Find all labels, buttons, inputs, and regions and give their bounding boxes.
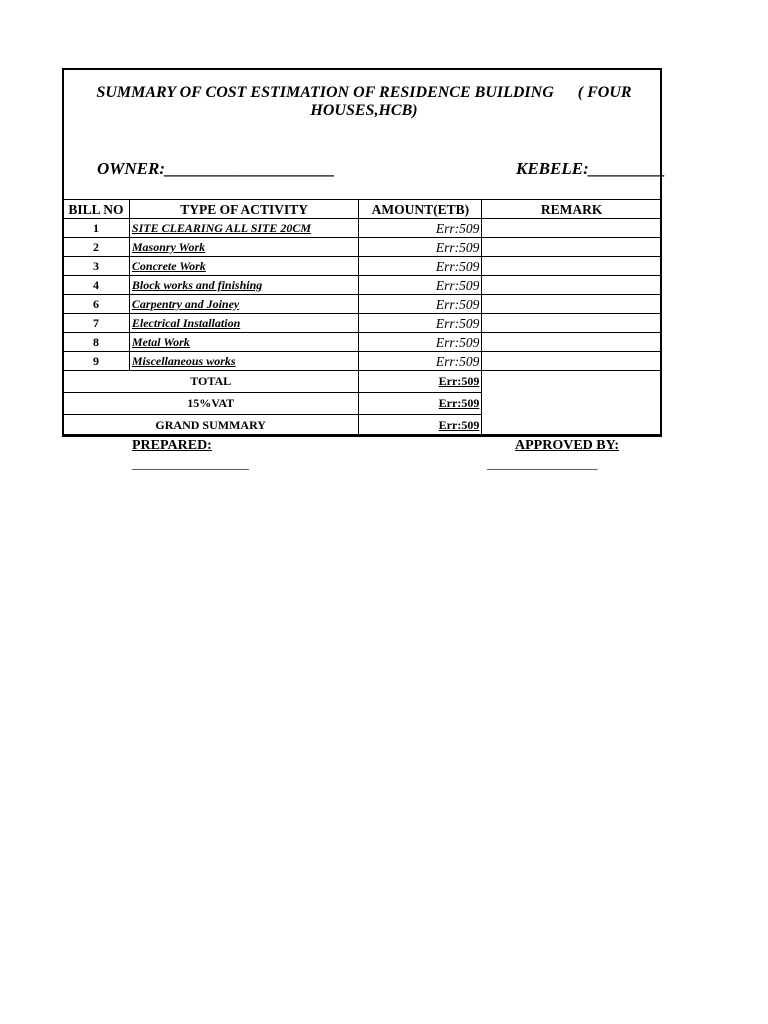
table-row xyxy=(63,238,662,257)
header-remark: REMARK xyxy=(482,200,662,219)
amount-cell: Err:509 xyxy=(359,257,482,276)
summary-remark-cell xyxy=(482,415,662,437)
amount-cell: Err:509 xyxy=(359,352,482,371)
table-row xyxy=(63,352,662,371)
activity-cell: SITE CLEARING ALL SITE 20CM xyxy=(129,219,359,238)
activity-cell: Electrical Installation xyxy=(129,314,359,333)
amount-cell: Err:509 xyxy=(359,295,482,314)
bill-no-cell: 3 xyxy=(63,257,130,276)
table-row xyxy=(63,257,662,276)
activity-cell: Miscellaneous works xyxy=(129,352,359,371)
kebele-label: KEBELE:_________ xyxy=(516,159,666,178)
table-row xyxy=(63,219,662,238)
remark-cell xyxy=(482,295,662,314)
amount-cell: Err:509 xyxy=(359,219,482,238)
summary-row xyxy=(63,415,662,437)
bill-no-cell: 7 xyxy=(63,314,130,333)
table-header-row xyxy=(63,200,662,219)
table-row xyxy=(63,333,662,352)
remark-cell xyxy=(482,314,662,333)
summary-label: GRAND SUMMARY xyxy=(63,415,359,437)
header-bill-no: BILL NO xyxy=(63,200,130,219)
summary-amount: Err:509 xyxy=(359,393,482,415)
summary-remark-cell xyxy=(482,393,662,415)
remark-cell xyxy=(482,352,662,371)
bill-no-cell: 8 xyxy=(63,333,130,352)
title-line-1: SUMMARY OF COST ESTIMATION OF RESIDENCE BUILDING ( FOUR xyxy=(96,84,632,101)
cost-summary-sheet xyxy=(62,68,666,436)
activity-cell: Masonry Work xyxy=(129,238,359,257)
bill-no-cell: 9 xyxy=(63,352,130,371)
amount-cell: Err:509 xyxy=(359,276,482,295)
activity-cell: Concrete Work xyxy=(129,257,359,276)
summary-remark-cell xyxy=(482,371,662,393)
remark-cell xyxy=(482,276,662,295)
table-row xyxy=(63,276,662,295)
title-line-2: HOUSES,HCB) xyxy=(310,102,418,119)
approved-signature-line: _________________ xyxy=(487,456,598,471)
header-amount: AMOUNT(ETB) xyxy=(359,200,482,219)
amount-cell: Err:509 xyxy=(359,333,482,352)
approved-by-label: APPROVED BY: xyxy=(515,438,620,453)
bill-no-cell: 4 xyxy=(63,276,130,295)
cost-table xyxy=(62,199,662,437)
remark-cell xyxy=(482,219,662,238)
remark-cell xyxy=(482,238,662,257)
table-row xyxy=(63,314,662,333)
activity-cell: Metal Work xyxy=(129,333,359,352)
owner-label: OWNER:____________________ xyxy=(97,159,336,178)
remark-cell xyxy=(482,333,662,352)
bill-no-cell: 2 xyxy=(63,238,130,257)
summary-row xyxy=(63,371,662,393)
remark-cell xyxy=(482,257,662,276)
document-title xyxy=(64,84,664,120)
bill-no-cell: 1 xyxy=(63,219,130,238)
activity-cell: Carpentry and Joiney xyxy=(129,295,359,314)
table-row xyxy=(63,295,662,314)
prepared-label: PREPARED: xyxy=(132,438,212,453)
summary-label: TOTAL xyxy=(63,371,359,393)
amount-cell: Err:509 xyxy=(359,238,482,257)
summary-amount: Err:509 xyxy=(359,415,482,437)
summary-row xyxy=(63,393,662,415)
header-type-of-activity: TYPE OF ACTIVITY xyxy=(129,200,359,219)
summary-label: 15%VAT xyxy=(63,393,359,415)
summary-amount: Err:509 xyxy=(359,371,482,393)
prepared-signature-line: __________________ xyxy=(132,456,249,471)
bill-no-cell: 6 xyxy=(63,295,130,314)
amount-cell: Err:509 xyxy=(359,314,482,333)
activity-cell: Block works and finishing xyxy=(129,276,359,295)
